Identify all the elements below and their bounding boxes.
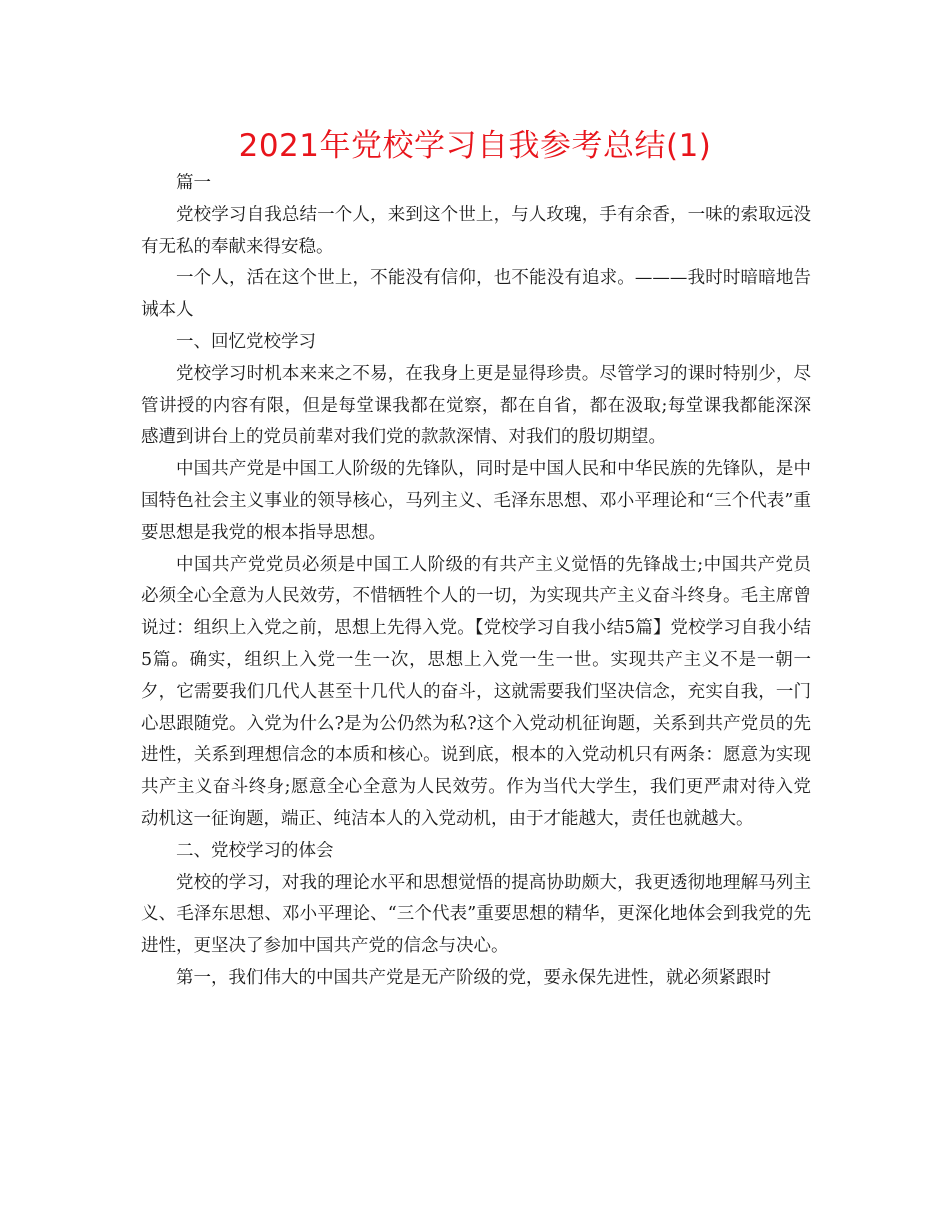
paragraph: 党校的学习，对我的理论水平和思想觉悟的提高协助颇大，我更透彻地理解马列主义、毛泽东思想、邓小平理论、“三个代表”重要思想的精华，更深化地体会到我党的先进性，更坚决了参加中国共产党的信念与决心。 [141,872,811,957]
paragraph: 第一，我们伟大的中国共产党是无产阶级的党，要永保先进性，就必须紧跟时 [176,967,771,988]
document-body [141,168,811,995]
section-label: 篇一 [176,173,211,193]
section-heading: 一、回忆党校学习 [176,331,316,352]
document-title: 2021年党校学习自我参考总结(1) [238,128,712,164]
paragraph: 党校学习自我总结一个人，来到这个世上，与人玫瑰，手有余香，一味的索取远没有无私的奉献来得安稳。 [141,204,811,257]
section-heading: 二、党校学习的体会 [176,840,334,861]
paragraph: 中国共产党党员必须是中国工人阶级的有共产主义觉悟的先锋战士;中国共产党员必须全心全意为人民效劳，不惜牺牲个人的一切，为实现共产主义奋斗终身。毛主席曾说过：组织上入党之前，思想上先得入党。【党校学习自我小结5篇】党校学习自我小结5篇。确实，组织上入党一生一次，思想上入党一生一世。实现共产主义不是一朝一夕，它需要我们几代人甚至十几代人的奋斗，这就需要我们坚决信念，充实自我，一门心思跟随党。入党为什么?是为公仍然为私?这个入党动机征询题，关系到共产党员的先进性，关系到理想信念的本质和核心。说到底，根本的入党动机只有两条：愿意为实现共产主义奋斗终身;愿意全心全意为人民效劳。作为当代大学生，我们更严肃对待入党动机这一征询题，端正、纯洁本人的入党动机，由于才能越大，责任也就越大。 [141,554,811,829]
paragraph: 中国共产党是中国工人阶级的先锋队，同时是中国人民和中华民族的先锋队，是中国特色社会主义事业的领导核心，马列主义、毛泽东思想、邓小平理论和“三个代表”重要思想是我党的根本指导思想。 [141,459,811,543]
paragraph: 一个人，活在这个世上，不能没有信仰，也不能没有追求。———我时时暗暗地告诫本人 [141,268,811,321]
paragraph: 党校学习时机本来来之不易，在我身上更是显得珍贵。尽管学习的课时特别少，尽管讲授的内容有限，但是每堂课我都在觉察，都在自省，都在汲取;每堂课我都能深深感遭到讲台上的党员前辈对我们党的款款深情、对我们的殷切期望。 [141,363,811,448]
